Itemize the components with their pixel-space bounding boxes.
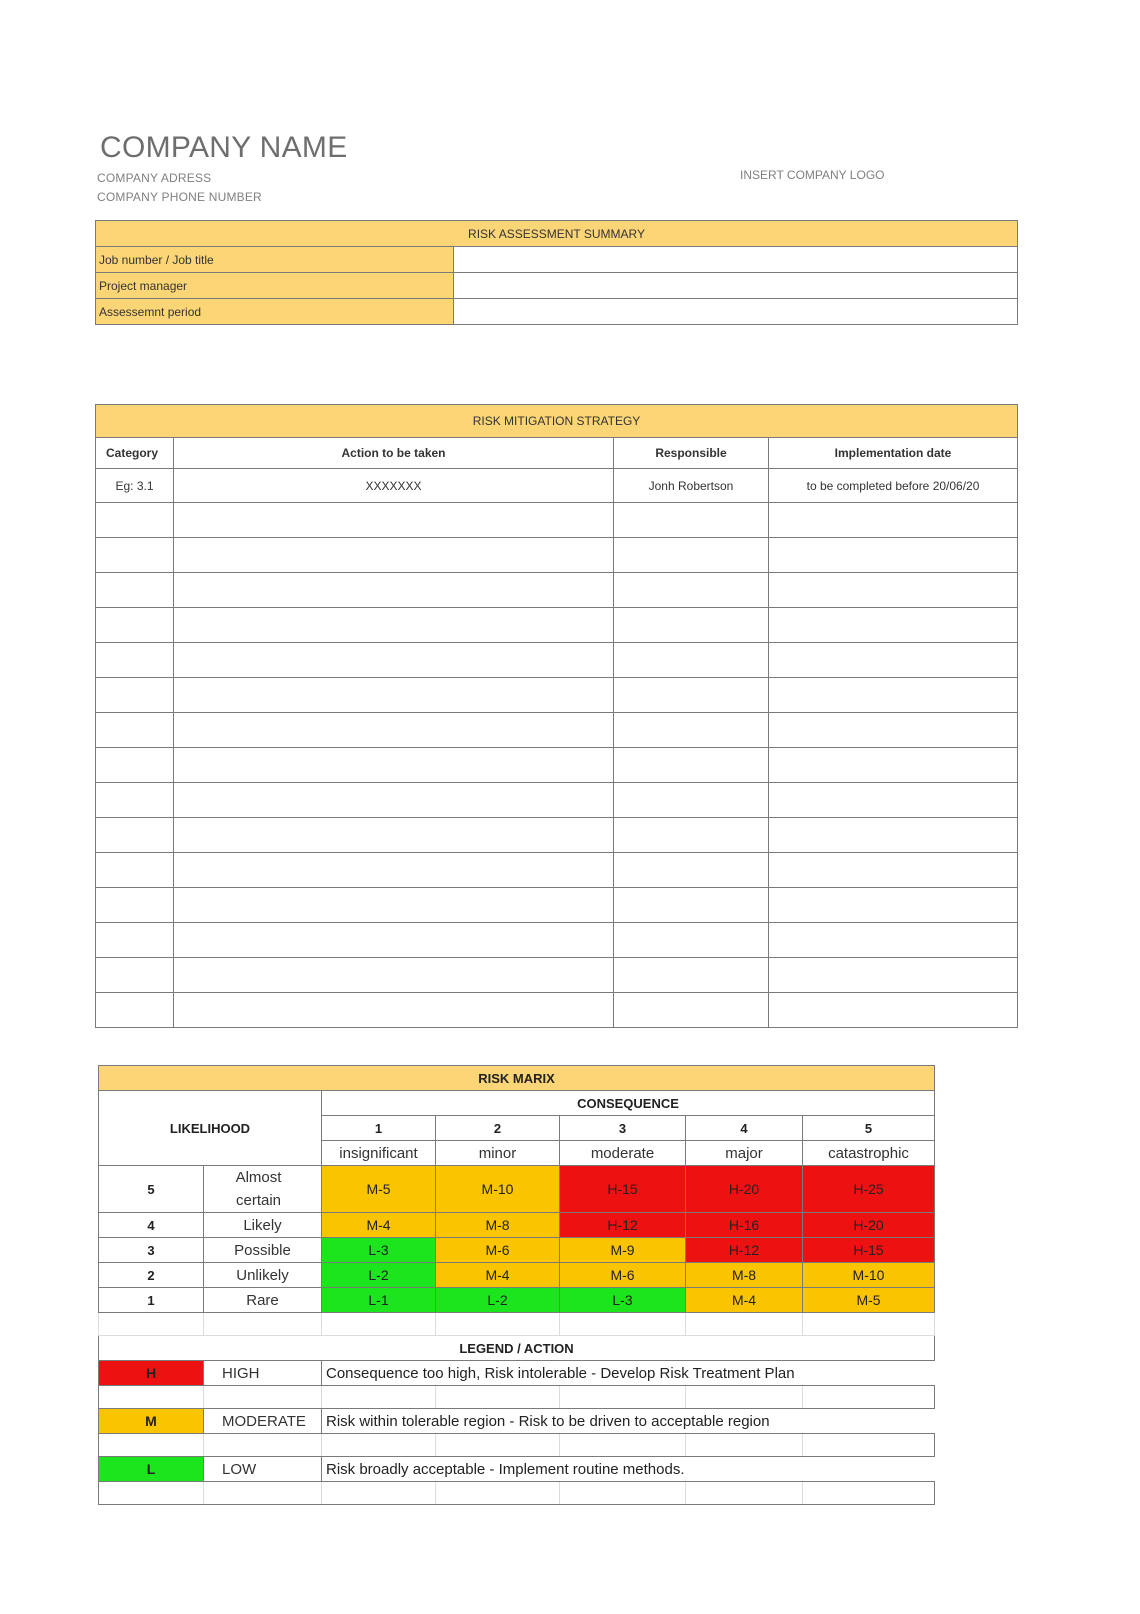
legend-swatch: M <box>99 1409 204 1434</box>
matrix-row <box>99 1213 935 1238</box>
responsible-cell[interactable] <box>614 853 769 888</box>
responsible-cell[interactable] <box>614 538 769 573</box>
risk-cell: L-3 <box>322 1238 436 1263</box>
consequence-name: catastrophic <box>803 1141 935 1166</box>
matrix-row <box>99 1288 935 1313</box>
legend-name: HIGH <box>204 1361 322 1386</box>
category-cell[interactable] <box>96 818 174 853</box>
responsible-cell[interactable] <box>614 643 769 678</box>
action-cell[interactable] <box>174 713 614 748</box>
risk-cell: H-20 <box>686 1166 803 1213</box>
legend-gap-row <box>99 1482 935 1505</box>
col-header-responsible: Responsible <box>614 438 769 469</box>
date-cell[interactable] <box>769 783 1018 818</box>
mitigation-row <box>96 818 1018 853</box>
consequence-number: 2 <box>436 1116 560 1141</box>
action-cell[interactable] <box>174 678 614 713</box>
matrix-row <box>99 1166 935 1213</box>
action-cell[interactable] <box>174 538 614 573</box>
date-cell[interactable] <box>769 748 1018 783</box>
category-cell[interactable] <box>96 608 174 643</box>
date-cell[interactable] <box>769 538 1018 573</box>
example-action[interactable]: XXXXXXX <box>174 469 614 503</box>
responsible-cell[interactable] <box>614 713 769 748</box>
responsible-cell[interactable] <box>614 783 769 818</box>
mitigation-row <box>96 888 1018 923</box>
risk-cell: M-10 <box>803 1263 935 1288</box>
company-name: COMPANY NAME <box>100 131 348 164</box>
category-cell[interactable] <box>96 643 174 678</box>
category-cell[interactable] <box>96 958 174 993</box>
col-header-action: Action to be taken <box>174 438 614 469</box>
summary-value-period[interactable] <box>454 299 1018 325</box>
likelihood-number: 3 <box>99 1238 204 1263</box>
legend-description: Risk within tolerable region - Risk to be driven to acceptable region <box>322 1409 935 1434</box>
date-cell[interactable] <box>769 643 1018 678</box>
responsible-cell[interactable] <box>614 818 769 853</box>
category-cell[interactable] <box>96 503 174 538</box>
likelihood-name: Almost certain <box>204 1166 322 1213</box>
action-cell[interactable] <box>174 573 614 608</box>
category-cell[interactable] <box>96 853 174 888</box>
risk-cell: L-2 <box>322 1263 436 1288</box>
legend-row <box>99 1409 935 1434</box>
action-cell[interactable] <box>174 888 614 923</box>
risk-cell: M-5 <box>803 1288 935 1313</box>
date-cell[interactable] <box>769 888 1018 923</box>
consequence-number: 4 <box>686 1116 803 1141</box>
risk-cell: M-9 <box>560 1238 686 1263</box>
responsible-cell[interactable] <box>614 748 769 783</box>
summary-value-job[interactable] <box>454 247 1018 273</box>
responsible-cell[interactable] <box>614 958 769 993</box>
category-cell[interactable] <box>96 783 174 818</box>
date-cell[interactable] <box>769 853 1018 888</box>
risk-cell: M-4 <box>436 1263 560 1288</box>
date-cell[interactable] <box>769 993 1018 1028</box>
category-cell[interactable] <box>96 888 174 923</box>
consequence-header: CONSEQUENCE <box>322 1091 935 1116</box>
risk-cell: M-4 <box>686 1288 803 1313</box>
consequence-name: moderate <box>560 1141 686 1166</box>
risk-cell: L-3 <box>560 1288 686 1313</box>
example-row <box>96 469 1018 503</box>
date-cell[interactable] <box>769 958 1018 993</box>
risk-cell: H-15 <box>560 1166 686 1213</box>
likelihood-name: Rare <box>204 1288 322 1313</box>
mitigation-row <box>96 713 1018 748</box>
risk-cell: H-15 <box>803 1238 935 1263</box>
risk-cell: M-5 <box>322 1166 436 1213</box>
summary-value-manager[interactable] <box>454 273 1018 299</box>
legend-swatch: H <box>99 1361 204 1386</box>
logo-placeholder: INSERT COMPANY LOGO <box>740 168 885 182</box>
responsible-cell[interactable] <box>614 888 769 923</box>
mitigation-row <box>96 853 1018 888</box>
risk-mitigation-table <box>95 404 1018 1028</box>
mitigation-title: RISK MITIGATION STRATEGY <box>96 405 1018 438</box>
risk-cell: M-8 <box>686 1263 803 1288</box>
likelihood-number: 1 <box>99 1288 204 1313</box>
col-header-date: Implementation date <box>769 438 1018 469</box>
risk-cell: M-6 <box>436 1238 560 1263</box>
responsible-cell[interactable] <box>614 608 769 643</box>
likelihood-name: Likely <box>204 1213 322 1238</box>
mitigation-row <box>96 573 1018 608</box>
example-category[interactable]: Eg: 3.1 <box>96 469 174 503</box>
action-cell[interactable] <box>174 923 614 958</box>
mitigation-row <box>96 538 1018 573</box>
legend-gap-row <box>99 1434 935 1457</box>
category-cell[interactable] <box>96 923 174 958</box>
date-cell[interactable] <box>769 923 1018 958</box>
risk-cell: M-8 <box>436 1213 560 1238</box>
matrix-row <box>99 1263 935 1288</box>
mitigation-row <box>96 783 1018 818</box>
category-cell[interactable] <box>96 713 174 748</box>
risk-cell: H-12 <box>686 1238 803 1263</box>
legend-row <box>99 1361 935 1386</box>
risk-cell: H-12 <box>560 1213 686 1238</box>
mitigation-row <box>96 678 1018 713</box>
likelihood-number: 2 <box>99 1263 204 1288</box>
consequence-number: 3 <box>560 1116 686 1141</box>
example-date[interactable]: to be completed before 20/06/20 <box>769 469 1018 503</box>
action-cell[interactable] <box>174 958 614 993</box>
risk-cell: L-1 <box>322 1288 436 1313</box>
legend-description: Consequence too high, Risk intolerable - Develop Risk Treatment Plan <box>322 1361 935 1386</box>
company-phone: COMPANY PHONE NUMBER <box>97 190 262 204</box>
risk-cell: M-10 <box>436 1166 560 1213</box>
consequence-name: major <box>686 1141 803 1166</box>
legend-description: Risk broadly acceptable - Implement routine methods. <box>322 1457 935 1482</box>
consequence-number: 1 <box>322 1116 436 1141</box>
summary-title: RISK ASSESSMENT SUMMARY <box>96 221 1018 247</box>
risk-cell: M-4 <box>322 1213 436 1238</box>
legend-name: LOW <box>204 1457 322 1482</box>
action-cell[interactable] <box>174 818 614 853</box>
category-cell[interactable] <box>96 573 174 608</box>
risk-assessment-summary-table <box>95 220 1018 325</box>
likelihood-header: LIKELIHOOD <box>99 1091 322 1166</box>
likelihood-number: 5 <box>99 1166 204 1213</box>
legend-title: LEGEND / ACTION <box>99 1336 935 1361</box>
action-cell[interactable] <box>174 853 614 888</box>
category-cell[interactable] <box>96 993 174 1028</box>
likelihood-number: 4 <box>99 1213 204 1238</box>
legend-swatch: L <box>99 1457 204 1482</box>
action-cell[interactable] <box>174 643 614 678</box>
mitigation-row <box>96 748 1018 783</box>
col-header-category: Category <box>96 438 174 469</box>
summary-label-period: Assessemnt period <box>96 299 454 325</box>
date-cell[interactable] <box>769 678 1018 713</box>
date-cell[interactable] <box>769 608 1018 643</box>
mitigation-row <box>96 958 1018 993</box>
responsible-cell[interactable] <box>614 993 769 1028</box>
mitigation-row <box>96 608 1018 643</box>
risk-cell: H-20 <box>803 1213 935 1238</box>
likelihood-name: Unlikely <box>204 1263 322 1288</box>
mitigation-row <box>96 923 1018 958</box>
action-cell[interactable] <box>174 503 614 538</box>
date-cell[interactable] <box>769 503 1018 538</box>
company-address: COMPANY ADRESS <box>97 171 212 185</box>
consequence-number: 5 <box>803 1116 935 1141</box>
legend-name: MODERATE <box>204 1409 322 1434</box>
date-cell[interactable] <box>769 713 1018 748</box>
category-cell[interactable] <box>96 748 174 783</box>
likelihood-name: Possible <box>204 1238 322 1263</box>
action-cell[interactable] <box>174 783 614 818</box>
action-cell[interactable] <box>174 748 614 783</box>
risk-cell: M-6 <box>560 1263 686 1288</box>
responsible-cell[interactable] <box>614 678 769 713</box>
category-cell[interactable] <box>96 678 174 713</box>
mitigation-row <box>96 503 1018 538</box>
summary-label-manager: Project manager <box>96 273 454 299</box>
legend-row <box>99 1457 935 1482</box>
mitigation-row <box>96 993 1018 1028</box>
summary-label-job: Job number / Job title <box>96 247 454 273</box>
action-cell[interactable] <box>174 608 614 643</box>
risk-cell: L-2 <box>436 1288 560 1313</box>
example-responsible[interactable]: Jonh Robertson <box>614 469 769 503</box>
consequence-name: minor <box>436 1141 560 1166</box>
risk-cell: H-16 <box>686 1213 803 1238</box>
responsible-cell[interactable] <box>614 503 769 538</box>
matrix-title: RISK MARIX <box>99 1066 935 1091</box>
responsible-cell[interactable] <box>614 573 769 608</box>
risk-matrix-table <box>98 1065 935 1505</box>
matrix-row <box>99 1238 935 1263</box>
mitigation-row <box>96 643 1018 678</box>
consequence-name: insignificant <box>322 1141 436 1166</box>
category-cell[interactable] <box>96 538 174 573</box>
date-cell[interactable] <box>769 818 1018 853</box>
action-cell[interactable] <box>174 993 614 1028</box>
legend-gap-row <box>99 1386 935 1409</box>
risk-cell: H-25 <box>803 1166 935 1213</box>
responsible-cell[interactable] <box>614 923 769 958</box>
date-cell[interactable] <box>769 573 1018 608</box>
